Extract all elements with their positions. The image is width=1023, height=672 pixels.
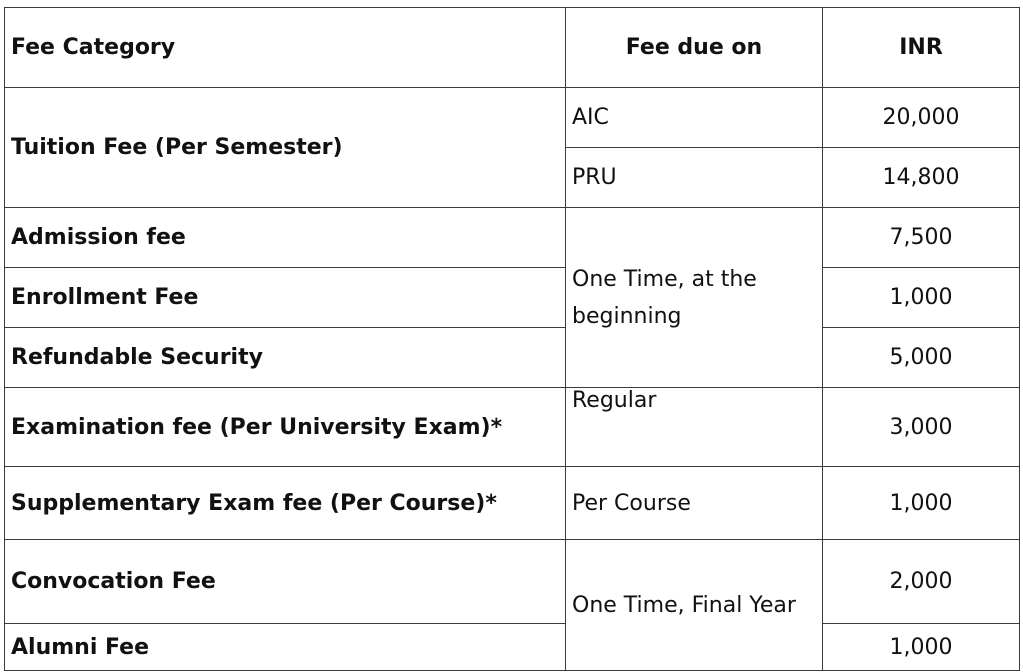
fee-amount-admission: 7,500 (823, 208, 1020, 268)
fee-category-supplementary: Supplementary Exam fee (Per Course)* (5, 467, 566, 540)
header-row (5, 8, 1020, 88)
fee-category-examination: Examination fee (Per University Exam)* (5, 388, 566, 467)
table-row (5, 388, 1020, 467)
table-row (5, 208, 1020, 268)
header-fee-due-on: Fee due on (566, 8, 823, 88)
header-fee-category: Fee Category (5, 8, 566, 88)
fee-amount-pru: 14,800 (823, 148, 1020, 208)
fee-category-admission: Admission fee (5, 208, 566, 268)
fee-category-refundable-security: Refundable Security (5, 328, 566, 388)
fee-due-aic: AIC (566, 88, 823, 148)
fee-due-one-time-final-year: One Time, Final Year (566, 540, 823, 671)
fee-category-tuition: Tuition Fee (Per Semester) (5, 88, 566, 208)
table-row (5, 328, 1020, 388)
table-row (5, 624, 1020, 671)
fee-amount-refundable-security: 5,000 (823, 328, 1020, 388)
table-row (5, 88, 1020, 148)
table-row (5, 467, 1020, 540)
fee-table (4, 7, 1020, 671)
fee-due-one-time-beginning: One Time, at the beginning (566, 208, 823, 388)
fee-amount-supplementary: 1,000 (823, 467, 1020, 540)
fee-amount-aic: 20,000 (823, 88, 1020, 148)
table-row (5, 268, 1020, 328)
fee-category-convocation: Convocation Fee (5, 540, 566, 624)
table-row (5, 540, 1020, 624)
header-inr: INR (823, 8, 1020, 88)
fee-due-regular: Regular (566, 388, 823, 467)
fee-category-enrollment: Enrollment Fee (5, 268, 566, 328)
fee-due-per-course: Per Course (566, 467, 823, 540)
fee-category-alumni: Alumni Fee (5, 624, 566, 671)
fee-amount-examination: 3,000 (823, 388, 1020, 467)
fee-amount-alumni: 1,000 (823, 624, 1020, 671)
fee-amount-convocation: 2,000 (823, 540, 1020, 624)
fee-due-pru: PRU (566, 148, 823, 208)
fee-amount-enrollment: 1,000 (823, 268, 1020, 328)
